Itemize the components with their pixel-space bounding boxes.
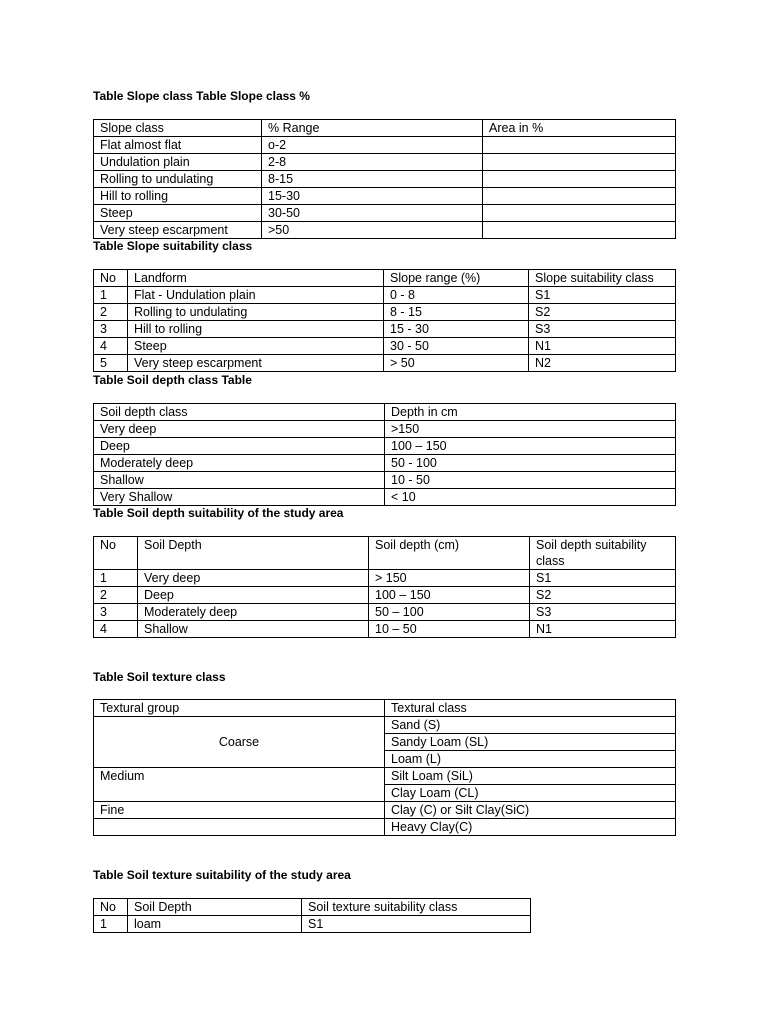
table-header-row xyxy=(94,120,676,137)
table-cell: 8 - 15 xyxy=(384,304,529,321)
table-row xyxy=(94,421,676,438)
table-row xyxy=(94,455,676,472)
table-cell: 100 – 150 xyxy=(385,438,676,455)
table-row xyxy=(94,287,676,304)
table-cell: 3 xyxy=(94,604,138,621)
table-cell: 2-8 xyxy=(262,154,483,171)
header-cell: Soil depth (cm) xyxy=(369,537,530,570)
table-cell xyxy=(483,137,676,154)
table-row xyxy=(94,137,676,154)
table-cell: > 150 xyxy=(369,570,530,587)
table-cell: Rolling to undulating xyxy=(128,304,384,321)
table-row xyxy=(94,154,676,171)
header-cell: Soil Depth xyxy=(138,537,369,570)
table-cell xyxy=(483,188,676,205)
slope-class-table xyxy=(93,119,676,239)
header-cell: Textural group xyxy=(94,700,385,717)
table-row xyxy=(94,355,676,372)
soil-texture-suitability-table xyxy=(93,898,531,933)
table-cell: Flat almost flat xyxy=(94,137,262,154)
table-cell: Moderately deep xyxy=(138,604,369,621)
table-cell: Steep xyxy=(128,338,384,355)
table-cell: S1 xyxy=(529,287,676,304)
table-header-row xyxy=(94,899,531,916)
table-cell: S3 xyxy=(530,604,676,621)
textural-group-coarse: Coarse xyxy=(94,717,385,768)
table-cell: Silt Loam (SiL) xyxy=(385,768,676,785)
table-header-row xyxy=(94,270,676,287)
table-cell: 15-30 xyxy=(262,188,483,205)
table-cell: 4 xyxy=(94,338,128,355)
table-cell: S3 xyxy=(529,321,676,338)
table-cell: 50 – 100 xyxy=(369,604,530,621)
soil-depth-class-caption: Table Soil depth class Table xyxy=(93,373,252,387)
table-cell: Hill to rolling xyxy=(94,188,262,205)
table-cell: Sandy Loam (SL) xyxy=(385,734,676,751)
soil-texture-class-caption: Table Soil texture class xyxy=(93,670,226,684)
table-cell: 3 xyxy=(94,321,128,338)
header-cell: Soil depth class xyxy=(94,404,385,421)
table-cell: S2 xyxy=(529,304,676,321)
table-header-row xyxy=(94,700,676,717)
table-cell: Steep xyxy=(94,205,262,222)
table-cell: >50 xyxy=(262,222,483,239)
table-cell: Shallow xyxy=(94,472,385,489)
table-cell: N2 xyxy=(529,355,676,372)
table-cell xyxy=(483,205,676,222)
header-cell: No xyxy=(94,537,138,570)
table-cell xyxy=(483,154,676,171)
table-cell: Undulation plain xyxy=(94,154,262,171)
table-cell: Hill to rolling xyxy=(128,321,384,338)
table-row xyxy=(94,621,676,638)
table-cell: Moderately deep xyxy=(94,455,385,472)
soil-texture-class-table xyxy=(93,699,676,836)
table-cell: Clay Loam (CL) xyxy=(385,785,676,802)
header-cell: Soil texture suitability class xyxy=(302,899,531,916)
table-cell: Very deep xyxy=(94,421,385,438)
table-cell: N1 xyxy=(529,338,676,355)
table-cell: 10 - 50 xyxy=(385,472,676,489)
slope-class-caption: Table Slope class Table Slope class % xyxy=(93,89,310,103)
table-row xyxy=(94,489,676,506)
table-cell: >150 xyxy=(385,421,676,438)
table-row xyxy=(94,188,676,205)
header-cell: Textural class xyxy=(385,700,676,717)
header-cell: Area in % xyxy=(483,120,676,137)
table-cell: 8-15 xyxy=(262,171,483,188)
table-cell: 0 - 8 xyxy=(384,287,529,304)
table-header-row xyxy=(94,537,676,570)
header-cell: Slope class xyxy=(94,120,262,137)
header-cell: Soil Depth xyxy=(128,899,302,916)
table-row xyxy=(94,338,676,355)
header-cell: % Range xyxy=(262,120,483,137)
table-cell: 1 xyxy=(94,916,128,933)
header-cell: Landform xyxy=(128,270,384,287)
slope-suitability-caption: Table Slope suitability class xyxy=(93,239,253,253)
table-row xyxy=(94,916,531,933)
header-cell: Soil depth suitability class xyxy=(530,537,676,570)
table-cell: Clay (C) or Silt Clay(SiC) xyxy=(385,802,676,819)
soil-depth-suitability-caption: Table Soil depth suitability of the study area xyxy=(93,506,344,520)
table-row xyxy=(94,802,676,819)
table-cell: 5 xyxy=(94,355,128,372)
table-cell: 2 xyxy=(94,304,128,321)
header-cell: Depth in cm xyxy=(385,404,676,421)
table-row xyxy=(94,222,676,239)
header-cell: Slope range (%) xyxy=(384,270,529,287)
table-cell: 4 xyxy=(94,621,138,638)
table-cell: < 10 xyxy=(385,489,676,506)
table-header-row xyxy=(94,404,676,421)
table-cell: 1 xyxy=(94,287,128,304)
table-cell: 10 – 50 xyxy=(369,621,530,638)
table-row xyxy=(94,304,676,321)
header-cell: Slope suitability class xyxy=(529,270,676,287)
table-cell: 30-50 xyxy=(262,205,483,222)
table-cell: Deep xyxy=(138,587,369,604)
table-row xyxy=(94,321,676,338)
table-cell: S1 xyxy=(302,916,531,933)
table-cell: Very steep escarpment xyxy=(128,355,384,372)
table-cell: Very deep xyxy=(138,570,369,587)
textural-group-medium: Medium xyxy=(94,768,385,802)
table-cell: Shallow xyxy=(138,621,369,638)
table-cell: Loam (L) xyxy=(385,751,676,768)
soil-texture-suitability-caption: Table Soil texture suitability of the study area xyxy=(93,868,351,882)
table-cell: 50 - 100 xyxy=(385,455,676,472)
table-cell xyxy=(483,171,676,188)
table-row xyxy=(94,819,676,836)
header-cell: No xyxy=(94,270,128,287)
table-cell: 30 - 50 xyxy=(384,338,529,355)
textural-group-fine: Fine xyxy=(94,802,385,819)
table-cell: S1 xyxy=(530,570,676,587)
table-row xyxy=(94,604,676,621)
table-cell: loam xyxy=(128,916,302,933)
table-row xyxy=(94,438,676,455)
table-cell: S2 xyxy=(530,587,676,604)
table-cell: Very steep escarpment xyxy=(94,222,262,239)
table-cell: Flat - Undulation plain xyxy=(128,287,384,304)
table-cell: Rolling to undulating xyxy=(94,171,262,188)
table-cell: Heavy Clay(C) xyxy=(385,819,676,836)
table-row xyxy=(94,587,676,604)
table-row xyxy=(94,205,676,222)
table-cell: Very Shallow xyxy=(94,489,385,506)
table-row xyxy=(94,570,676,587)
table-cell xyxy=(94,819,385,836)
table-cell: Deep xyxy=(94,438,385,455)
table-row xyxy=(94,768,676,785)
table-cell: o-2 xyxy=(262,137,483,154)
table-cell: 15 - 30 xyxy=(384,321,529,338)
table-cell: 2 xyxy=(94,587,138,604)
table-row xyxy=(94,717,676,734)
header-cell: No xyxy=(94,899,128,916)
table-cell xyxy=(483,222,676,239)
table-row xyxy=(94,472,676,489)
soil-depth-class-table xyxy=(93,403,676,506)
soil-depth-suitability-table xyxy=(93,536,676,638)
table-cell: 1 xyxy=(94,570,138,587)
table-cell: Sand (S) xyxy=(385,717,676,734)
table-cell: > 50 xyxy=(384,355,529,372)
table-row xyxy=(94,171,676,188)
slope-suitability-table xyxy=(93,269,676,372)
table-cell: 100 – 150 xyxy=(369,587,530,604)
table-cell: N1 xyxy=(530,621,676,638)
